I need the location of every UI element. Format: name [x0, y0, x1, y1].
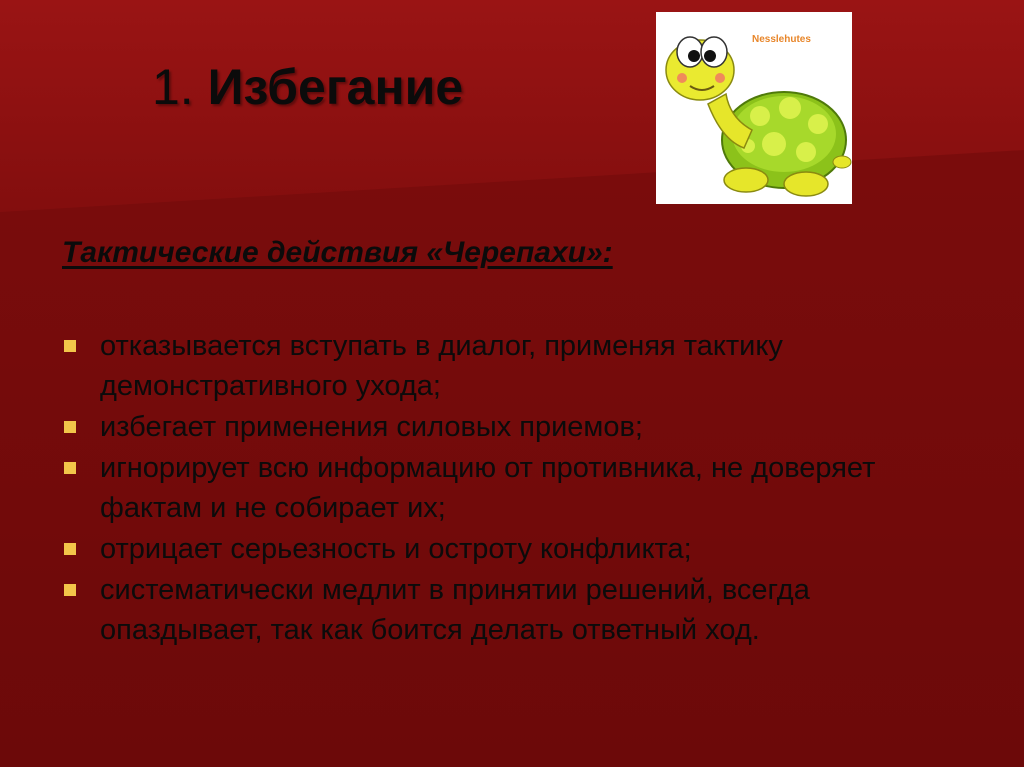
list-item — [62, 448, 962, 528]
title-number: 1. — [152, 59, 194, 115]
list-item-text: игнорирует всю информацию от противника, не доверяет фактам и не собирает их; — [100, 452, 876, 524]
list-item-text: отказывается вступать в диалог, применяя тактику демонстративного ухода; — [100, 330, 783, 402]
bullet-square-icon — [64, 421, 76, 433]
list-item — [62, 570, 962, 650]
list-item-text: избегает применения силовых приемов; — [100, 411, 643, 443]
bullet-list — [62, 326, 962, 651]
bullet-square-icon — [64, 462, 76, 474]
section-subtitle: Тактические действия «Черепахи»: — [62, 236, 613, 269]
bullet-square-icon — [64, 584, 76, 596]
list-item — [62, 326, 962, 406]
picture-logo-text: Nesslehutes — [752, 34, 811, 45]
list-item — [62, 529, 962, 569]
bullet-square-icon — [64, 543, 76, 555]
turtle-picture — [656, 12, 852, 204]
slide-title — [152, 58, 463, 116]
list-item-text: систематически медлит в принятии решений, всегда опаздывает, так как боится делать ответный ход. — [100, 574, 810, 646]
list-item-text: отрицает серьезность и остроту конфликта; — [100, 533, 692, 565]
bullet-square-icon — [64, 340, 76, 352]
title-text: Избегание — [207, 59, 464, 115]
list-item — [62, 407, 962, 447]
